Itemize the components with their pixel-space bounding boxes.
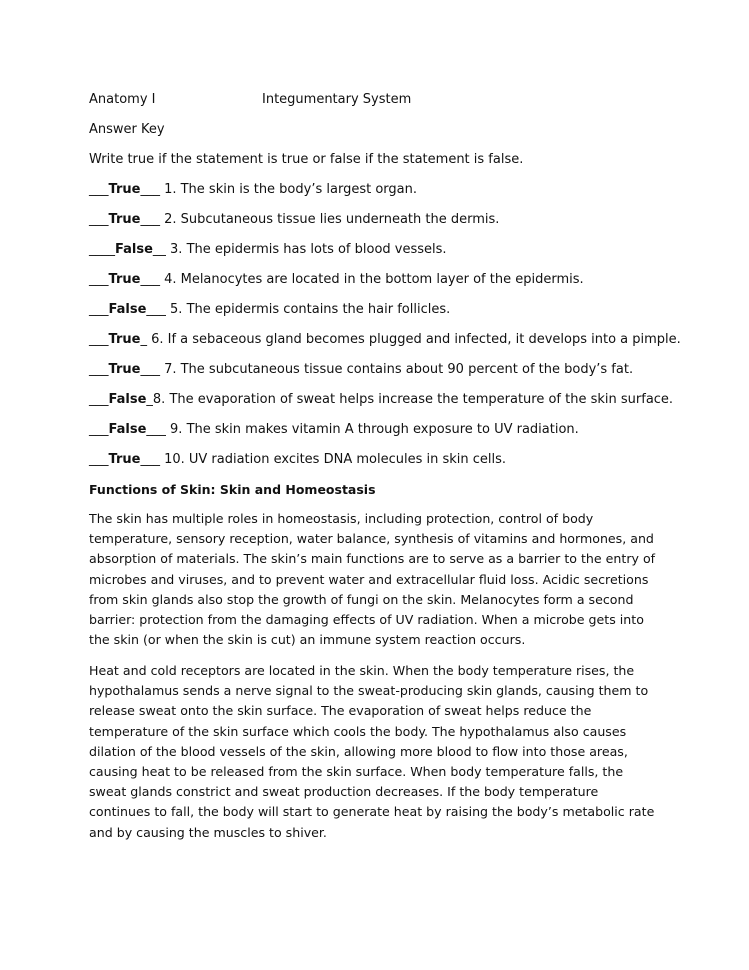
blank-post: ___ <box>140 272 160 287</box>
question-10 <box>89 452 506 468</box>
blank-post: ___ <box>140 362 160 377</box>
blank-pre: ___ <box>89 452 109 467</box>
blank-pre: ___ <box>89 182 109 197</box>
answer-9: False <box>108 422 147 437</box>
paragraph-line: and by causing the muscles to shiver. <box>89 824 327 840</box>
blank-pre: ___ <box>89 392 109 407</box>
answer-4: True <box>108 272 141 287</box>
paragraph-line: temperature of the skin surface which cools the body. The hypothalamus also causes <box>89 723 627 739</box>
question-text: 10. UV radiation excites DNA molecules in skin cells. <box>159 452 507 467</box>
blank-pre: ___ <box>89 332 109 347</box>
question-text: 4. Melanocytes are located in the bottom layer of the epidermis. <box>159 272 584 287</box>
question-text: 6. If a sebaceous gland becomes plugged and infected, it develops into a pimple. <box>146 332 681 347</box>
question-text: 7. The subcutaneous tissue contains about 90 percent of the body’s fat. <box>159 362 634 377</box>
blank-post: ___ <box>140 452 160 467</box>
instructions: Write true if the statement is true or false if the statement is false. <box>89 152 524 167</box>
answer-key-label: Answer Key <box>89 122 165 137</box>
blank-pre: ___ <box>89 302 109 317</box>
paragraph-line: from skin glands also stop the growth of fungi on the skin. Melanocytes form a second <box>89 591 634 607</box>
paragraph-line: barrier: protection from the damaging effects of UV radiation. When a microbe gets into <box>89 612 644 628</box>
paragraph-line: hypothalamus sends a nerve signal to the sweat-producing skin glands, causing them to <box>89 683 649 699</box>
topic-title: Integumentary System <box>262 92 412 107</box>
question-6 <box>89 332 681 348</box>
blank-post: ___ <box>146 302 166 317</box>
answer-6: True <box>108 332 141 347</box>
paragraph-line: sweat glands constrict and sweat production decreases. If the body temperature <box>89 784 599 800</box>
paragraph-line: absorption of materials. The skin’s main functions are to serve as a barrier to the entry of <box>89 551 656 567</box>
blank-post: _ <box>146 392 153 407</box>
question-text: 5. The epidermis contains the hair follicles. <box>165 302 451 317</box>
question-5 <box>89 302 450 318</box>
blank-pre: ___ <box>89 422 109 437</box>
paragraph-line: dilation of the blood vessels of the skin, allowing more blood to flow into those areas, <box>89 743 628 759</box>
answer-1: True <box>108 182 141 197</box>
document-title-row <box>89 92 411 108</box>
question-text: 3. The epidermis has lots of blood vessels. <box>165 242 447 257</box>
paragraph-temperature-regulation <box>89 661 661 843</box>
answer-5: False <box>108 302 147 317</box>
paragraph-homeostasis-roles <box>89 509 661 650</box>
question-2 <box>89 212 499 228</box>
question-1 <box>89 182 417 198</box>
question-8 <box>89 392 673 408</box>
blank-pre: ___ <box>89 272 109 287</box>
blank-pre: ___ <box>89 362 109 377</box>
question-4 <box>89 272 584 288</box>
paragraph-line: temperature, sensory reception, water balance, synthesis of vitamins and hormones, and <box>89 531 654 547</box>
question-text: 1. The skin is the body’s largest organ. <box>159 182 417 197</box>
question-7 <box>89 362 633 378</box>
question-3 <box>89 242 447 258</box>
course-name: Anatomy I <box>89 92 156 107</box>
blank-post: __ <box>152 242 166 257</box>
paragraph-line: causing heat to be released from the skin surface. When body temperature falls, the <box>89 764 624 780</box>
question-text: 2. Subcutaneous tissue lies underneath the dermis. <box>159 212 500 227</box>
question-9 <box>89 422 579 438</box>
section-heading: Functions of Skin: Skin and Homeostasis <box>89 482 376 497</box>
paragraph-line: The skin has multiple roles in homeostasis, including protection, control of body <box>89 511 594 526</box>
paragraph-line: the skin (or when the skin is cut) an immune system reaction occurs. <box>89 632 526 648</box>
answer-2: True <box>108 212 141 227</box>
question-text: 9. The skin makes vitamin A through exposure to UV radiation. <box>165 422 579 437</box>
paragraph-line: microbes and viruses, and to prevent water and extracellular fluid loss. Acidic secretions <box>89 571 649 587</box>
blank-pre: ___ <box>89 212 109 227</box>
blank-post: ___ <box>146 422 166 437</box>
paragraph-line: release sweat onto the skin surface. The evaporation of sweat helps reduce the <box>89 703 592 719</box>
blank-post: ___ <box>140 212 160 227</box>
paragraph-line: continues to fall, the body will start to generate heat by raising the body’s metabolic rate <box>89 804 655 820</box>
answer-10: True <box>108 452 141 467</box>
answer-3: False <box>115 242 153 257</box>
question-text: 8. The evaporation of sweat helps increase the temperature of the skin surface. <box>152 392 674 407</box>
blank-post: _ <box>140 332 147 347</box>
blank-pre: ____ <box>89 242 115 257</box>
paragraph-line: Heat and cold receptors are located in the skin. When the body temperature rises, the <box>89 663 635 678</box>
blank-post: ___ <box>140 182 160 197</box>
answer-8: False <box>108 392 147 407</box>
answer-7: True <box>108 362 141 377</box>
